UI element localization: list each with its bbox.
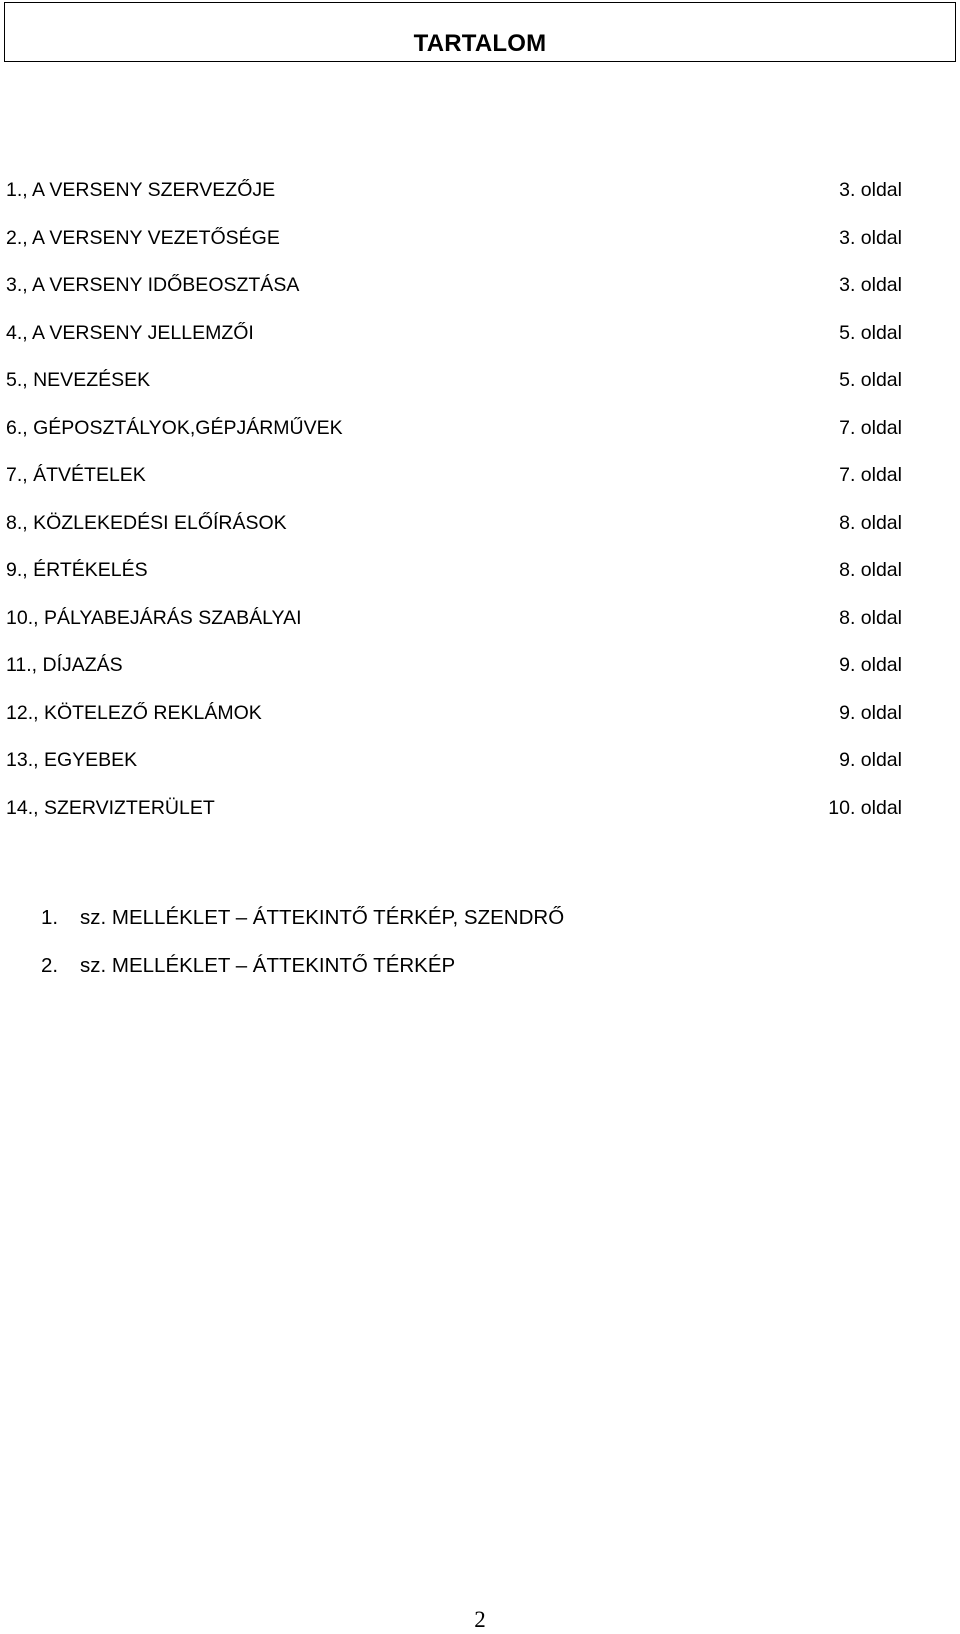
toc-page: 9. oldal	[839, 701, 902, 724]
page-number: 2	[474, 1607, 486, 1632]
toc-label: 11., DÍJAZÁS	[6, 654, 123, 676]
annex-text: sz. MELLÉKLET – ÁTTEKINTŐ TÉRKÉP, SZENDRŐ	[80, 906, 565, 929]
toc-row	[0, 463, 960, 511]
toc-row	[0, 796, 960, 844]
toc-label: 4., A VERSENY JELLEMZŐI	[6, 321, 254, 344]
annex-number: 2.	[41, 954, 59, 977]
toc-row	[0, 178, 960, 226]
title-box	[4, 2, 956, 62]
toc-row	[0, 653, 960, 701]
table-of-contents	[0, 178, 960, 843]
toc-label: 1., A VERSENY SZERVEZŐJE	[6, 179, 276, 201]
toc-label: 8., KÖZLEKEDÉSI ELŐÍRÁSOK	[6, 511, 287, 534]
toc-page: 7. oldal	[839, 416, 902, 439]
toc-row	[0, 416, 960, 464]
toc-label: 5., NEVEZÉSEK	[6, 369, 151, 391]
toc-row	[0, 321, 960, 369]
toc-page: 9. oldal	[839, 654, 902, 676]
toc-row	[0, 606, 960, 654]
toc-page: 7. oldal	[839, 464, 902, 486]
toc-page: 5. oldal	[839, 369, 902, 391]
toc-row	[0, 558, 960, 606]
annex-item	[0, 906, 960, 954]
toc-label: 9., ÉRTÉKELÉS	[6, 559, 148, 581]
toc-row	[0, 368, 960, 416]
toc-label: 10., PÁLYABEJÁRÁS SZABÁLYAI	[6, 606, 302, 629]
annex-list	[0, 906, 960, 1002]
toc-page: 10. oldal	[828, 796, 902, 819]
toc-page: 9. oldal	[839, 749, 902, 771]
toc-row	[0, 511, 960, 559]
annex-number: 1.	[41, 906, 59, 929]
toc-label: 13., EGYEBEK	[6, 749, 138, 771]
page-title: TARTALOM	[413, 30, 547, 57]
toc-row	[0, 226, 960, 274]
toc-page: 3. oldal	[839, 226, 902, 249]
toc-page: 3. oldal	[839, 274, 902, 296]
toc-label: 3., A VERSENY IDŐBEOSZTÁSA	[6, 274, 300, 296]
toc-page: 8. oldal	[839, 511, 902, 534]
toc-label: 12., KÖTELEZŐ REKLÁMOK	[6, 701, 262, 724]
toc-page: 8. oldal	[839, 606, 902, 629]
toc-label: 6., GÉPOSZTÁLYOK,GÉPJÁRMŰVEK	[6, 416, 343, 439]
annex-item	[0, 954, 960, 1002]
toc-row	[0, 273, 960, 321]
toc-page: 3. oldal	[839, 179, 902, 201]
toc-row	[0, 748, 960, 796]
toc-row	[0, 701, 960, 749]
toc-label: 14., SZERVIZTERÜLET	[6, 796, 215, 819]
annex-text: sz. MELLÉKLET – ÁTTEKINTŐ TÉRKÉP	[80, 954, 456, 977]
toc-label: 2., A VERSENY VEZETŐSÉGE	[6, 226, 280, 249]
toc-page: 5. oldal	[839, 321, 902, 344]
toc-label: 7., ÁTVÉTELEK	[6, 464, 146, 486]
toc-page: 8. oldal	[839, 559, 902, 581]
